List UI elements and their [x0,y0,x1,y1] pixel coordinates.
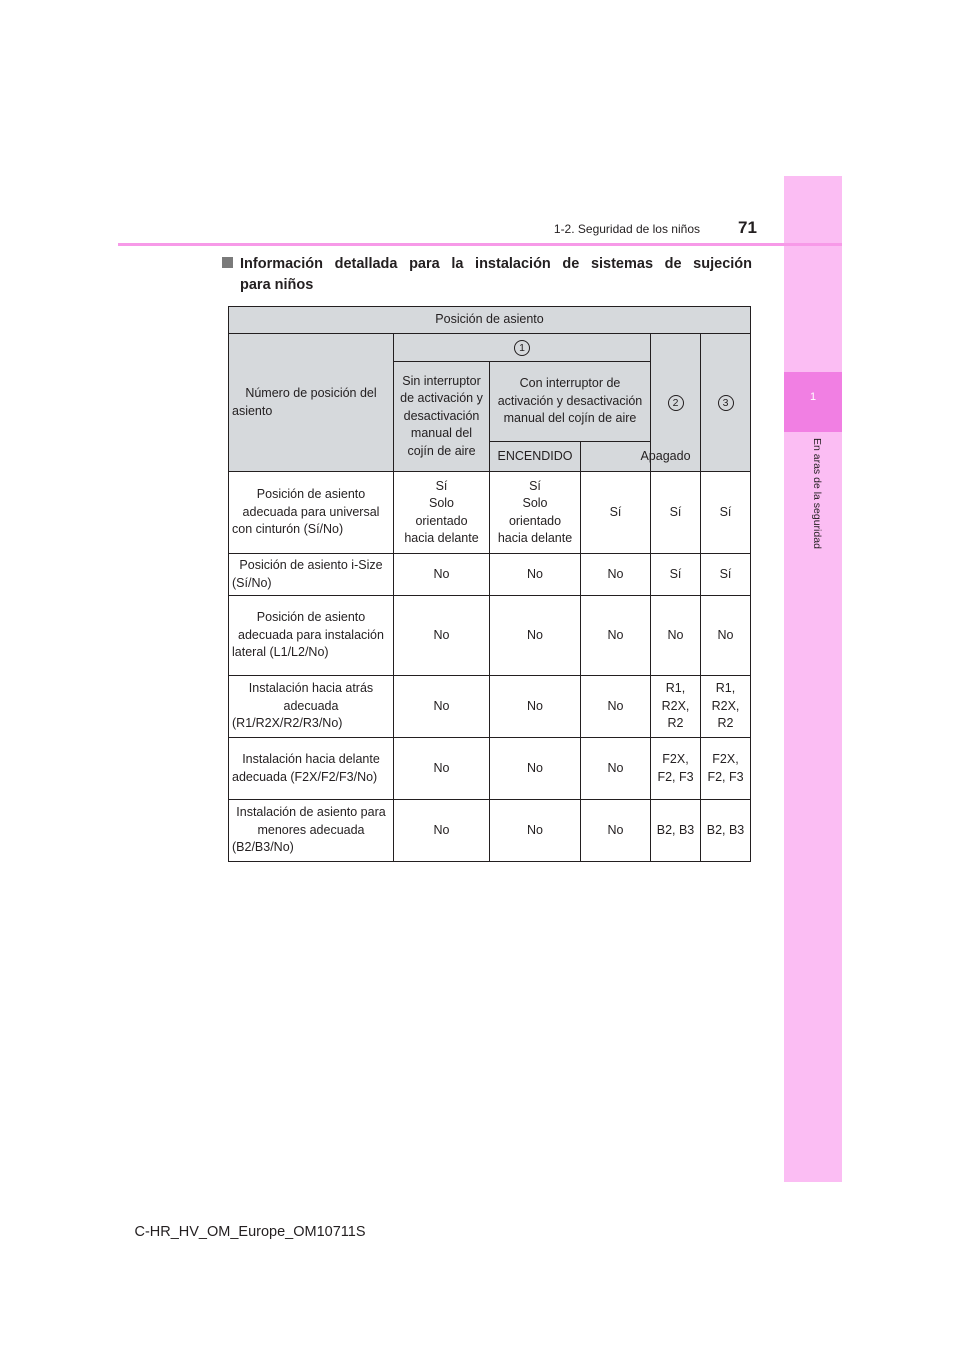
table-title: Posición de asiento [229,307,751,334]
heading-line-1: Información detallada para la instalación de sistemas de sujeción [240,256,752,272]
row-label: Instalación de asiento para menores adecuada (B2/B3/No) [229,800,394,862]
position-1-badge: 1 [514,340,530,356]
document-id: C-HR_HV_OM_Europe_OM10711S [134,1224,366,1240]
table-cell: Sí Solo orientado hacia delante [394,472,490,554]
with-switch-header: Con interruptor de activación y desactivación manual del cojín de aire [490,362,651,442]
table-row [229,800,751,862]
table-row [229,738,751,800]
row-label: Posición de asiento i-Size (Sí/No) [229,554,394,596]
bullet-square-icon [222,257,233,268]
table-cell: No [394,596,490,676]
table-cell: No [651,596,701,676]
table-cell: No [490,738,581,800]
switch-on-header: ENCENDIDO [490,442,581,472]
header-rule [118,243,842,246]
chapter-side-tab [784,176,842,1182]
table-cell: No [490,596,581,676]
table-cell: No [394,554,490,596]
table-cell: No [581,676,651,738]
position-2-badge: 2 [668,395,684,411]
table-cell: Sí [701,554,751,596]
table-row [229,596,751,676]
table-cell: B2, B3 [651,800,701,862]
table-cell: No [394,800,490,862]
table-cell: No [490,800,581,862]
chapter-title: En aras de la seguridad [811,438,823,549]
row-label: Instalación hacia atrás adecuada (R1/R2X/R2/R3/No) [229,676,394,738]
table-cell: No [490,554,581,596]
page-number: 71 [738,218,757,237]
seat-number-label: Número de posición del asiento [229,334,394,472]
row-label: Posición de asiento adecuada para instalación lateral (L1/L2/No) [229,596,394,676]
position-1-header [394,334,651,362]
table-row [229,554,751,596]
table-cell: Sí Solo orientado hacia delante [490,472,581,554]
table-cell: Sí [581,472,651,554]
table-cell: F2X, F2, F3 [701,738,751,800]
table-cell: No [581,800,651,862]
table-cell: Sí [651,554,701,596]
table-cell: Sí [651,472,701,554]
table-cell: B2, B3 [701,800,751,862]
table-cell: No [394,676,490,738]
position-3-badge: 3 [718,395,734,411]
table-cell: F2X, F2, F3 [651,738,701,800]
section-heading [222,254,752,296]
row-label: Instalación hacia delante adecuada (F2X/F2/F3/No) [229,738,394,800]
table-cell: No [490,676,581,738]
table-cell: No [394,738,490,800]
table-cell: Sí [701,472,751,554]
no-switch-header: Sin interruptor de activación y desactivación manual del cojín de aire [394,362,490,472]
table-row [229,472,751,554]
table-row [229,676,751,738]
section-title: 1-2. Seguridad de los niños [553,222,700,236]
chapter-number: 1 [809,391,817,403]
table-cell: No [581,738,651,800]
table-cell: No [581,596,651,676]
seating-position-table [228,306,751,862]
table-cell: R1, R2X, R2 [701,676,751,738]
row-label: Posición de asiento adecuada para universal con cinturón (Sí/No) [229,472,394,554]
table-cell: R1, R2X, R2 [651,676,701,738]
table-cell: No [701,596,751,676]
switch-off-header: Apagado [581,442,751,472]
table-cell: No [581,554,651,596]
heading-line-2: para niños [240,277,314,293]
